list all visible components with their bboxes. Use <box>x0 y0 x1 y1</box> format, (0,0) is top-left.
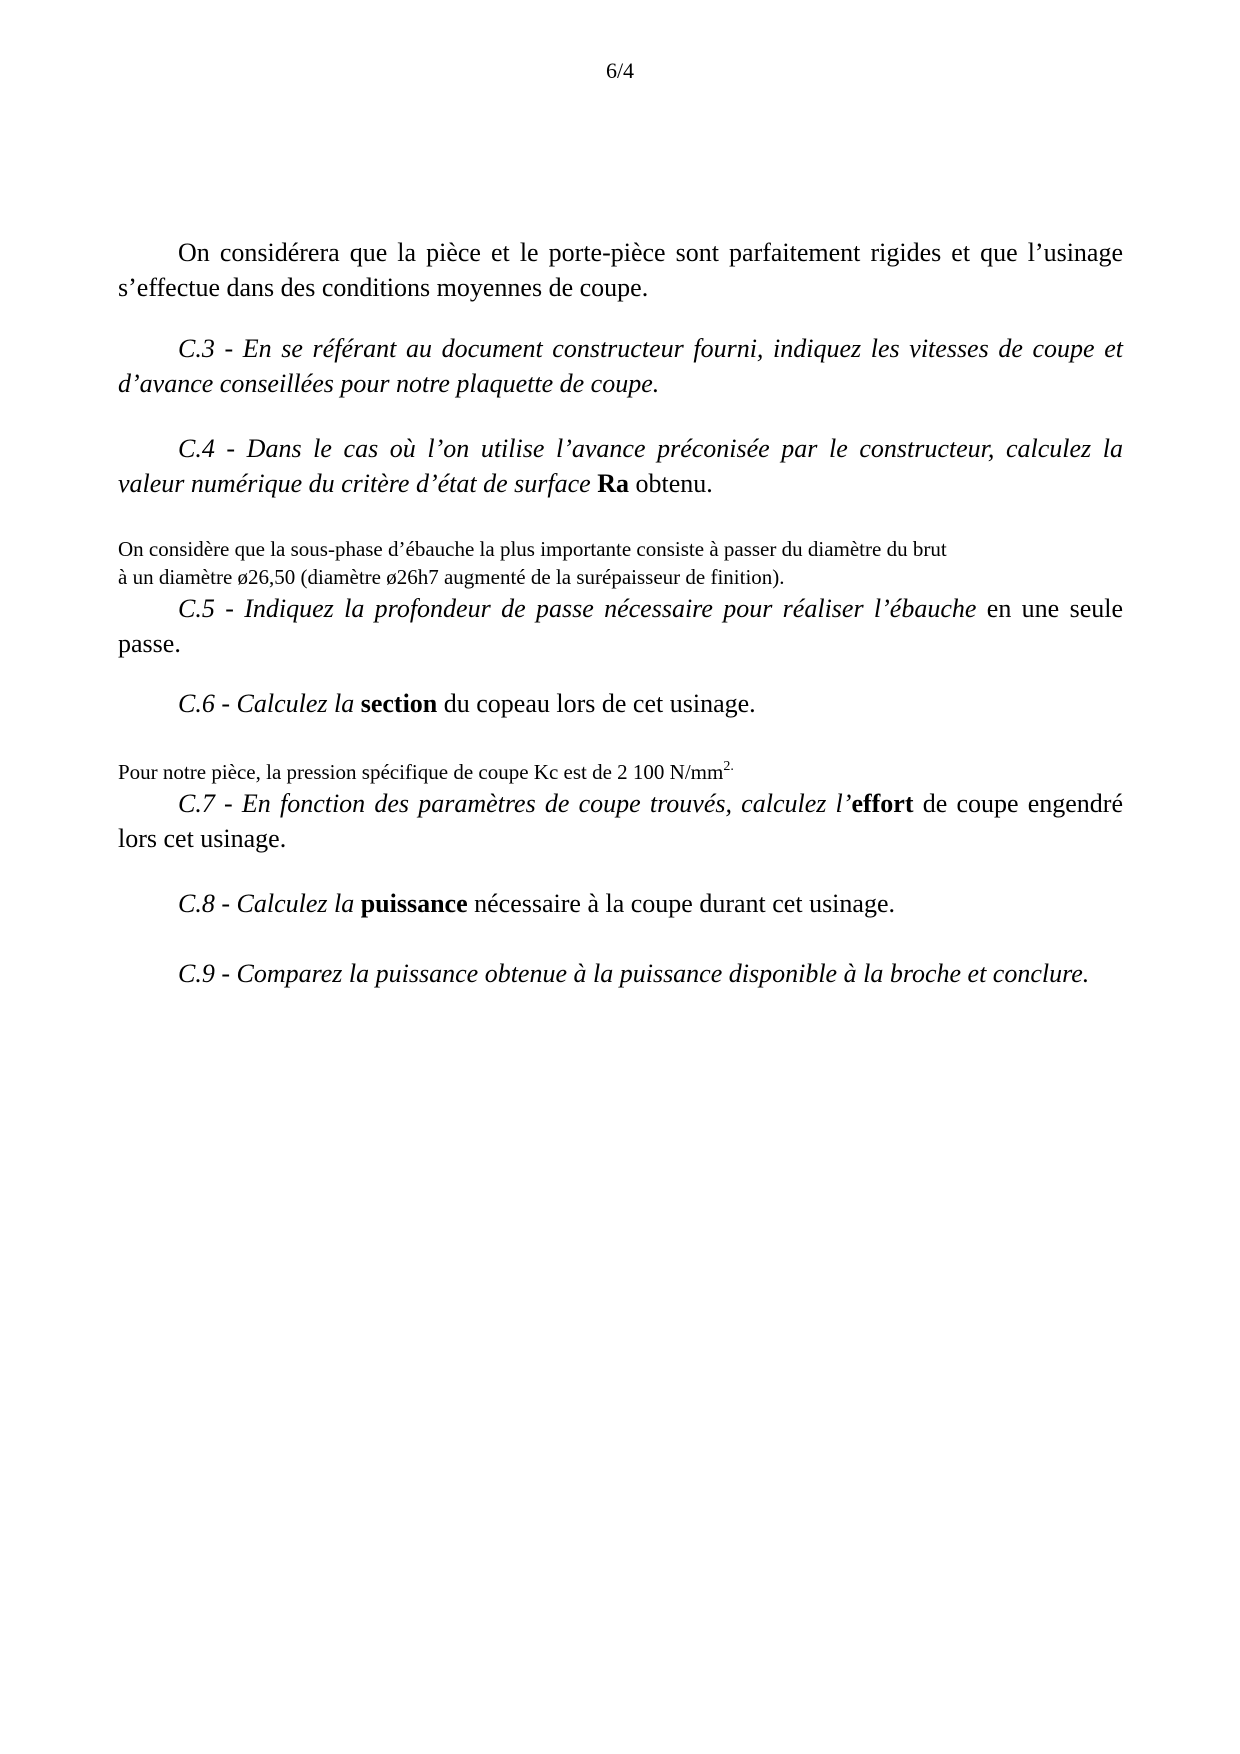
note-ebauche <box>118 535 1123 661</box>
question-c7-keyword: effort <box>851 789 914 818</box>
intro-text: On considérera que la pièce et le porte-pièce sont parfaitement rigides et que l’usinage s’effectue dans des conditions moyennes de coupe. <box>118 238 1123 302</box>
question-c4-keyword: Ra <box>597 469 629 498</box>
note-kc <box>118 758 1123 856</box>
question-c7 <box>118 786 1123 856</box>
note-kc-text: Pour notre pièce, la pression spécifique de coupe Kc est de 2 100 N/mm <box>118 760 724 784</box>
question-c4-text: C.4 - Dans le cas où l’on utilise l’avance préconisée par le constructeur, calculez la valeur numérique du critère d’état de surface <box>118 434 1123 498</box>
question-c4 <box>118 431 1123 501</box>
question-c6-text: C.6 - Calculez la <box>178 689 361 718</box>
question-c8-keyword: puissance <box>360 889 468 918</box>
page-number: 6/4 <box>605 58 635 83</box>
question-c8-text: C.8 - Calculez la <box>178 889 361 918</box>
question-c9-text: C.9 - Comparez la puissance obtenue à la puissance disponible à la broche et conclure. <box>178 959 1090 988</box>
intro-paragraph <box>118 235 1123 305</box>
question-c6 <box>118 686 1123 721</box>
question-c7-tail: de coupe engendré lors cet usinage. <box>118 789 1124 853</box>
note-ebauche-line1: On considère que la sous-phase d’ébauche la plus importante consiste à passer du diamètre du brut <box>118 537 947 561</box>
note-ebauche-line2: à un diamètre ø26,50 (diamètre ø26h7 augmenté de la surépaisseur de finition). <box>118 565 785 589</box>
question-c3-text: C.3 - En se référant au document constructeur fourni, indiquez les vitesses de coupe et d’avance conseillées pour notre plaquette de coupe. <box>118 334 1123 398</box>
question-c8-tail: nécessaire à la coupe durant cet usinage. <box>467 889 895 918</box>
question-c6-tail: du copeau lors de cet usinage. <box>437 689 756 718</box>
question-c7-text: C.7 - En fonction des paramètres de coupe trouvés, calculez l’ <box>178 789 852 818</box>
question-c3 <box>118 331 1123 401</box>
question-c5-text: C.5 - Indiquez la profondeur de passe nécessaire pour réaliser l’ébauche <box>178 594 977 623</box>
question-c9 <box>118 956 1123 991</box>
question-c6-keyword: section <box>360 689 438 718</box>
question-c8 <box>118 886 1123 921</box>
question-c4-tail: obtenu. <box>628 469 713 498</box>
question-c5 <box>118 591 1123 661</box>
note-kc-exponent: 2. <box>723 759 734 774</box>
question-c5-tail: en une seule passe. <box>118 594 1123 658</box>
